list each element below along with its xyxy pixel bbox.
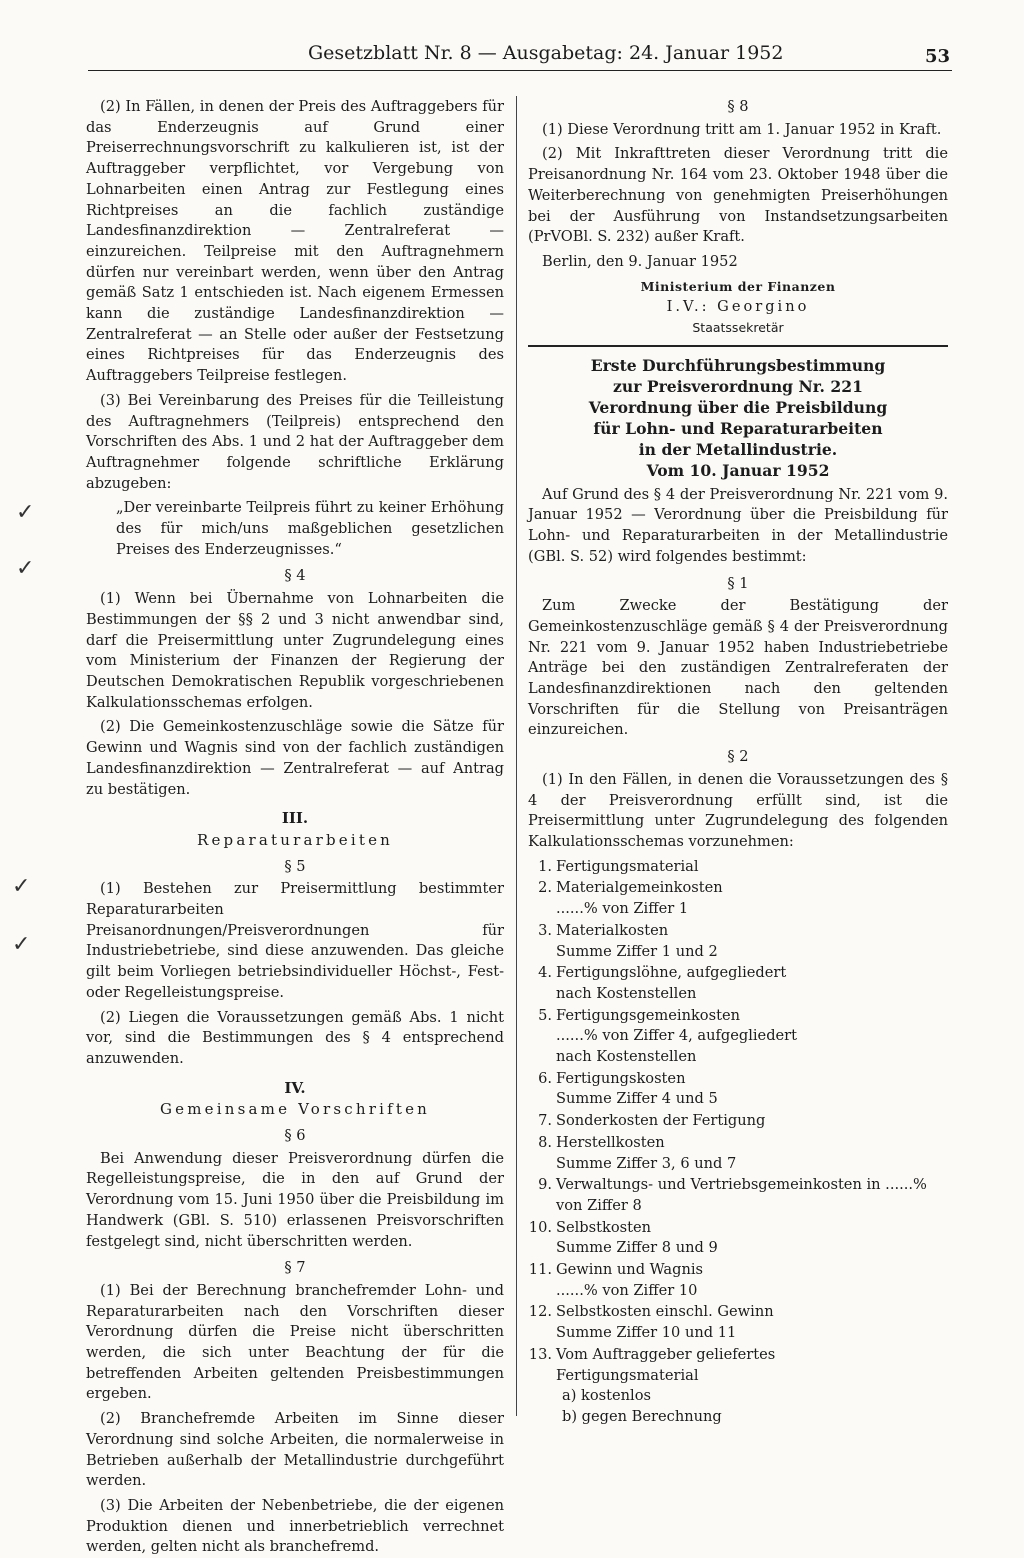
list-item: 10. Selbstkosten Summe Ziffer 8 und 9	[528, 1218, 718, 1257]
list-item: 9. Verwaltungs- und Vertriebsgemeinkosten in ......% von Ziffer 8	[538, 1176, 927, 1214]
sub-item: b) gegen Berechnung	[562, 1407, 722, 1425]
title-line: zur Preisverordnung Nr. 221	[613, 376, 863, 396]
list-item: 1. Fertigungsmaterial	[538, 857, 699, 875]
paragraph: (2) Liegen die Voraussetzungen gemäß Abs. 1 nicht vor, sind die Bestimmungen des § 4 entsprechend anzuwenden.	[86, 1008, 504, 1067]
section-heading: § 6	[284, 1127, 306, 1145]
paragraph: (2) In Fällen, in denen der Preis des Auftraggebers für das Enderzeugnis auf Grund einer Preiserrechnungsvorschrift zu kalkulieren ist, ist der Auftraggeber verpflichtet, vor Vergebung von Lohnarbeiten einen Antrag zur Festlegung eines Richtpreises an die fachlich zuständige Landesfinanzdirektion — Zentralreferat — einzureichen. Teilpreise mit den Auftragnehmern dürfen nur vereinbart werden, wenn über den Antrag gemäß Satz 1 entschieden ist. Nach eigenem Ermessen kann die zuständige Landesfinanzdirektion — Zentralreferat — an Stelle oder außer der Festsetzung eines Richtpreises für das Enderzeugnis des Auftraggebers Teilpreise festlegen.	[86, 98, 504, 385]
list-item: 11. Gewinn und Wagnis ......% von Ziffer 10	[528, 1261, 703, 1299]
paragraph: (1) Bei der Berechnung branchefremder Lohn- und Reparaturarbeiten nach den Vorschriften dieser Verordnung dürfen die Preise nicht überschritten werden, die sich unter Beachtung der für die betreffenden Arbeiten geltenden Preisbestimmungen ergeben.	[86, 1281, 504, 1403]
signature-role: Staatssekretär	[692, 320, 784, 336]
paragraph: Auf Grund des § 4 der Preisverordnung Nr. 221 vom 9. Januar 1952 — Verordnung über die Preisbildung für Lohn- und Reparaturarbeiten in der Metallindustrie (GBl. S. 52) wird folgendes bestimmt:	[528, 485, 948, 565]
list-item: 12. Selbstkosten einschl. Gewinn Summe Ziffer 10 und 11	[528, 1303, 774, 1342]
list-item: 13. Vom Auftraggeber geliefertes Fertigungsmaterial a) kostenlos b) gegen Berechnung	[528, 1345, 948, 1428]
list-item: 4. Fertigungslöhne, aufgegliedert nach Kostenstellen	[538, 964, 787, 1002]
section-heading: § 4	[284, 567, 306, 585]
page-number: 53	[924, 46, 950, 67]
paragraph: (3) Bei Vereinbarung des Preises für die Teilleistung des Auftragnehmers (Teilpreis) entsprechend den Vorschriften des Abs. 1 und 2 hat der Auftraggeber dem Auftragnehmer folgende schriftliche Erklärung abzugeben:	[86, 391, 504, 492]
title-divider	[528, 345, 948, 347]
section-heading: § 8	[727, 98, 749, 115]
section-heading: § 2	[727, 748, 749, 766]
list-item: 7. Sonderkosten der Fertigung	[538, 1112, 766, 1130]
header-title: Gesetzblatt Nr. 8 — Ausgabetag: 24. Januar 1952	[308, 42, 784, 64]
paragraph: (2) Branchefremde Arbeiten im Sinne dieser Verordnung sind solche Arbeiten, die normalerweise in Betrieben außerhalb der Metallindustrie durchgeführt werden.	[86, 1410, 504, 1490]
page-header	[88, 40, 952, 71]
part-number: IV.	[284, 1078, 306, 1097]
title-date: Vom 10. Januar 1952	[646, 460, 830, 480]
margin-checkmark-icon: ✓	[16, 556, 35, 581]
paragraph: (1) Diese Verordnung tritt am 1. Januar 1952 in Kraft.	[542, 120, 942, 138]
margin-checkmark-icon: ✓	[16, 500, 35, 525]
paragraph: (3) Die Arbeiten der Nebenbetriebe, die der eigenen Produktion dienen und innerbetrieblich verrechnet werden, gelten nicht als branchefremd.	[86, 1497, 504, 1556]
part-title: Reparaturarbeiten	[196, 830, 394, 849]
signature-ministry: Ministerium der Finanzen	[640, 278, 836, 294]
column-divider	[516, 96, 517, 1416]
signature-name: I.V.: Georgino	[666, 298, 810, 316]
paragraph: Zum Zwecke der Bestätigung der Gemeinkostenzuschläge gemäß § 4 der Preisverordnung Nr. 221 vom 9. Januar 1952 haben Industriebetriebe Anträge bei den zuständigen Zentralreferaten der Landesfinanzdirektionen nach den geltenden Vorschriften für die Stellung von Preisanträgen einzureichen.	[528, 597, 948, 739]
title-line: für Lohn- und Reparaturarbeiten	[593, 418, 883, 438]
paragraph: Bei Anwendung dieser Preisverordnung dürfen die Regelleistungspreise, die in den auf Grund der Verordnung vom 15. Juni 1950 über die Preisbildung im Handwerk (GBl. S. 510) erlassenen Preisvorschriften festgelegt sind, nicht überschritten werden.	[86, 1149, 504, 1250]
paragraph: (1) Wenn bei Übernahme von Lohnarbeiten die Bestimmungen der §§ 2 und 3 nicht anwendbar sind, darf die Preisermittlung unter Zugrundelegung eines vom Ministerium der Finanzen der Regierung der Deutschen Demokratischen Republik vorgeschriebenen Kalkulationsschemas erfolgen.	[86, 590, 504, 711]
margin-checkmark-icon: ✓	[12, 874, 31, 899]
quoted-declaration: „Der vereinbarte Teilpreis führt zu keiner Erhöhung des für mich/uns maßgeblichen gesetzlichen Preises des Enderzeugnisses.“	[116, 499, 504, 558]
paragraph: (2) Mit Inkrafttreten dieser Verordnung tritt die Preisanordnung Nr. 164 vom 23. Oktober 1948 über die Weiterberechnung von genehmigten Preiserhöhungen bei der Ausführung von Instandsetzungsarbeiten (PrVOBl. S. 232) außer Kraft.	[528, 145, 948, 246]
list-item: 6. Fertigungskosten Summe Ziffer 4 und 5	[538, 1069, 718, 1108]
part-title: Gemeinsame Vorschriften	[159, 1100, 431, 1119]
list-item: 8. Herstellkosten Summe Ziffer 3, 6 und 7	[538, 1133, 737, 1172]
calculation-schema	[528, 857, 948, 1428]
paragraph: (1) Bestehen zur Preisermittlung bestimmter Reparaturarbeiten Preisanordnungen/Preisverordnungen für Industriebetriebe, sind diese anzuwenden. Das gleiche gilt beim Vorliegen betriebsindividueller Höchst-, Fest- oder Regelleistungspreise.	[86, 880, 504, 1001]
section-heading: § 1	[727, 574, 749, 592]
place-date: Berlin, den 9. Januar 1952	[542, 252, 738, 270]
part-number: III.	[281, 809, 309, 828]
right-column	[528, 97, 948, 1427]
margin-checkmark-icon: ✓	[12, 932, 31, 957]
title-line: in der Metallindustrie.	[638, 439, 838, 459]
regulation-title	[528, 355, 948, 481]
paragraph: (2) Die Gemeinkostenzuschläge sowie die Sätze für Gewinn und Wagnis sind von der fachlich zuständigen Landesfinanzdirektion — Zentralreferat — auf Antrag zu bestätigen.	[86, 718, 504, 798]
section-heading: § 7	[284, 1259, 306, 1277]
paragraph: (1) In den Fällen, in denen die Voraussetzungen des § 4 der Preisverordnung erfüllt sind, ist die Preisermittlung unter Zugrundelegung des folgenden Kalkulationsschemas vorzunehmen:	[528, 770, 948, 850]
list-item: 3. Materialkosten Summe Ziffer 1 und 2	[538, 921, 718, 960]
title-line: Erste Durchführungsbestimmung	[590, 355, 886, 375]
title-line: Verordnung über die Preisbildung	[588, 397, 888, 417]
left-column	[86, 97, 504, 1556]
section-heading: § 5	[284, 857, 306, 875]
sub-item: a) kostenlos	[562, 1387, 651, 1405]
list-item: 2. Materialgemeinkosten ......% von Ziffer 1	[538, 879, 723, 918]
list-item: 5. Fertigungsgemeinkosten ......% von Ziffer 4, aufgegliedert nach Kostenstellen	[538, 1006, 798, 1066]
